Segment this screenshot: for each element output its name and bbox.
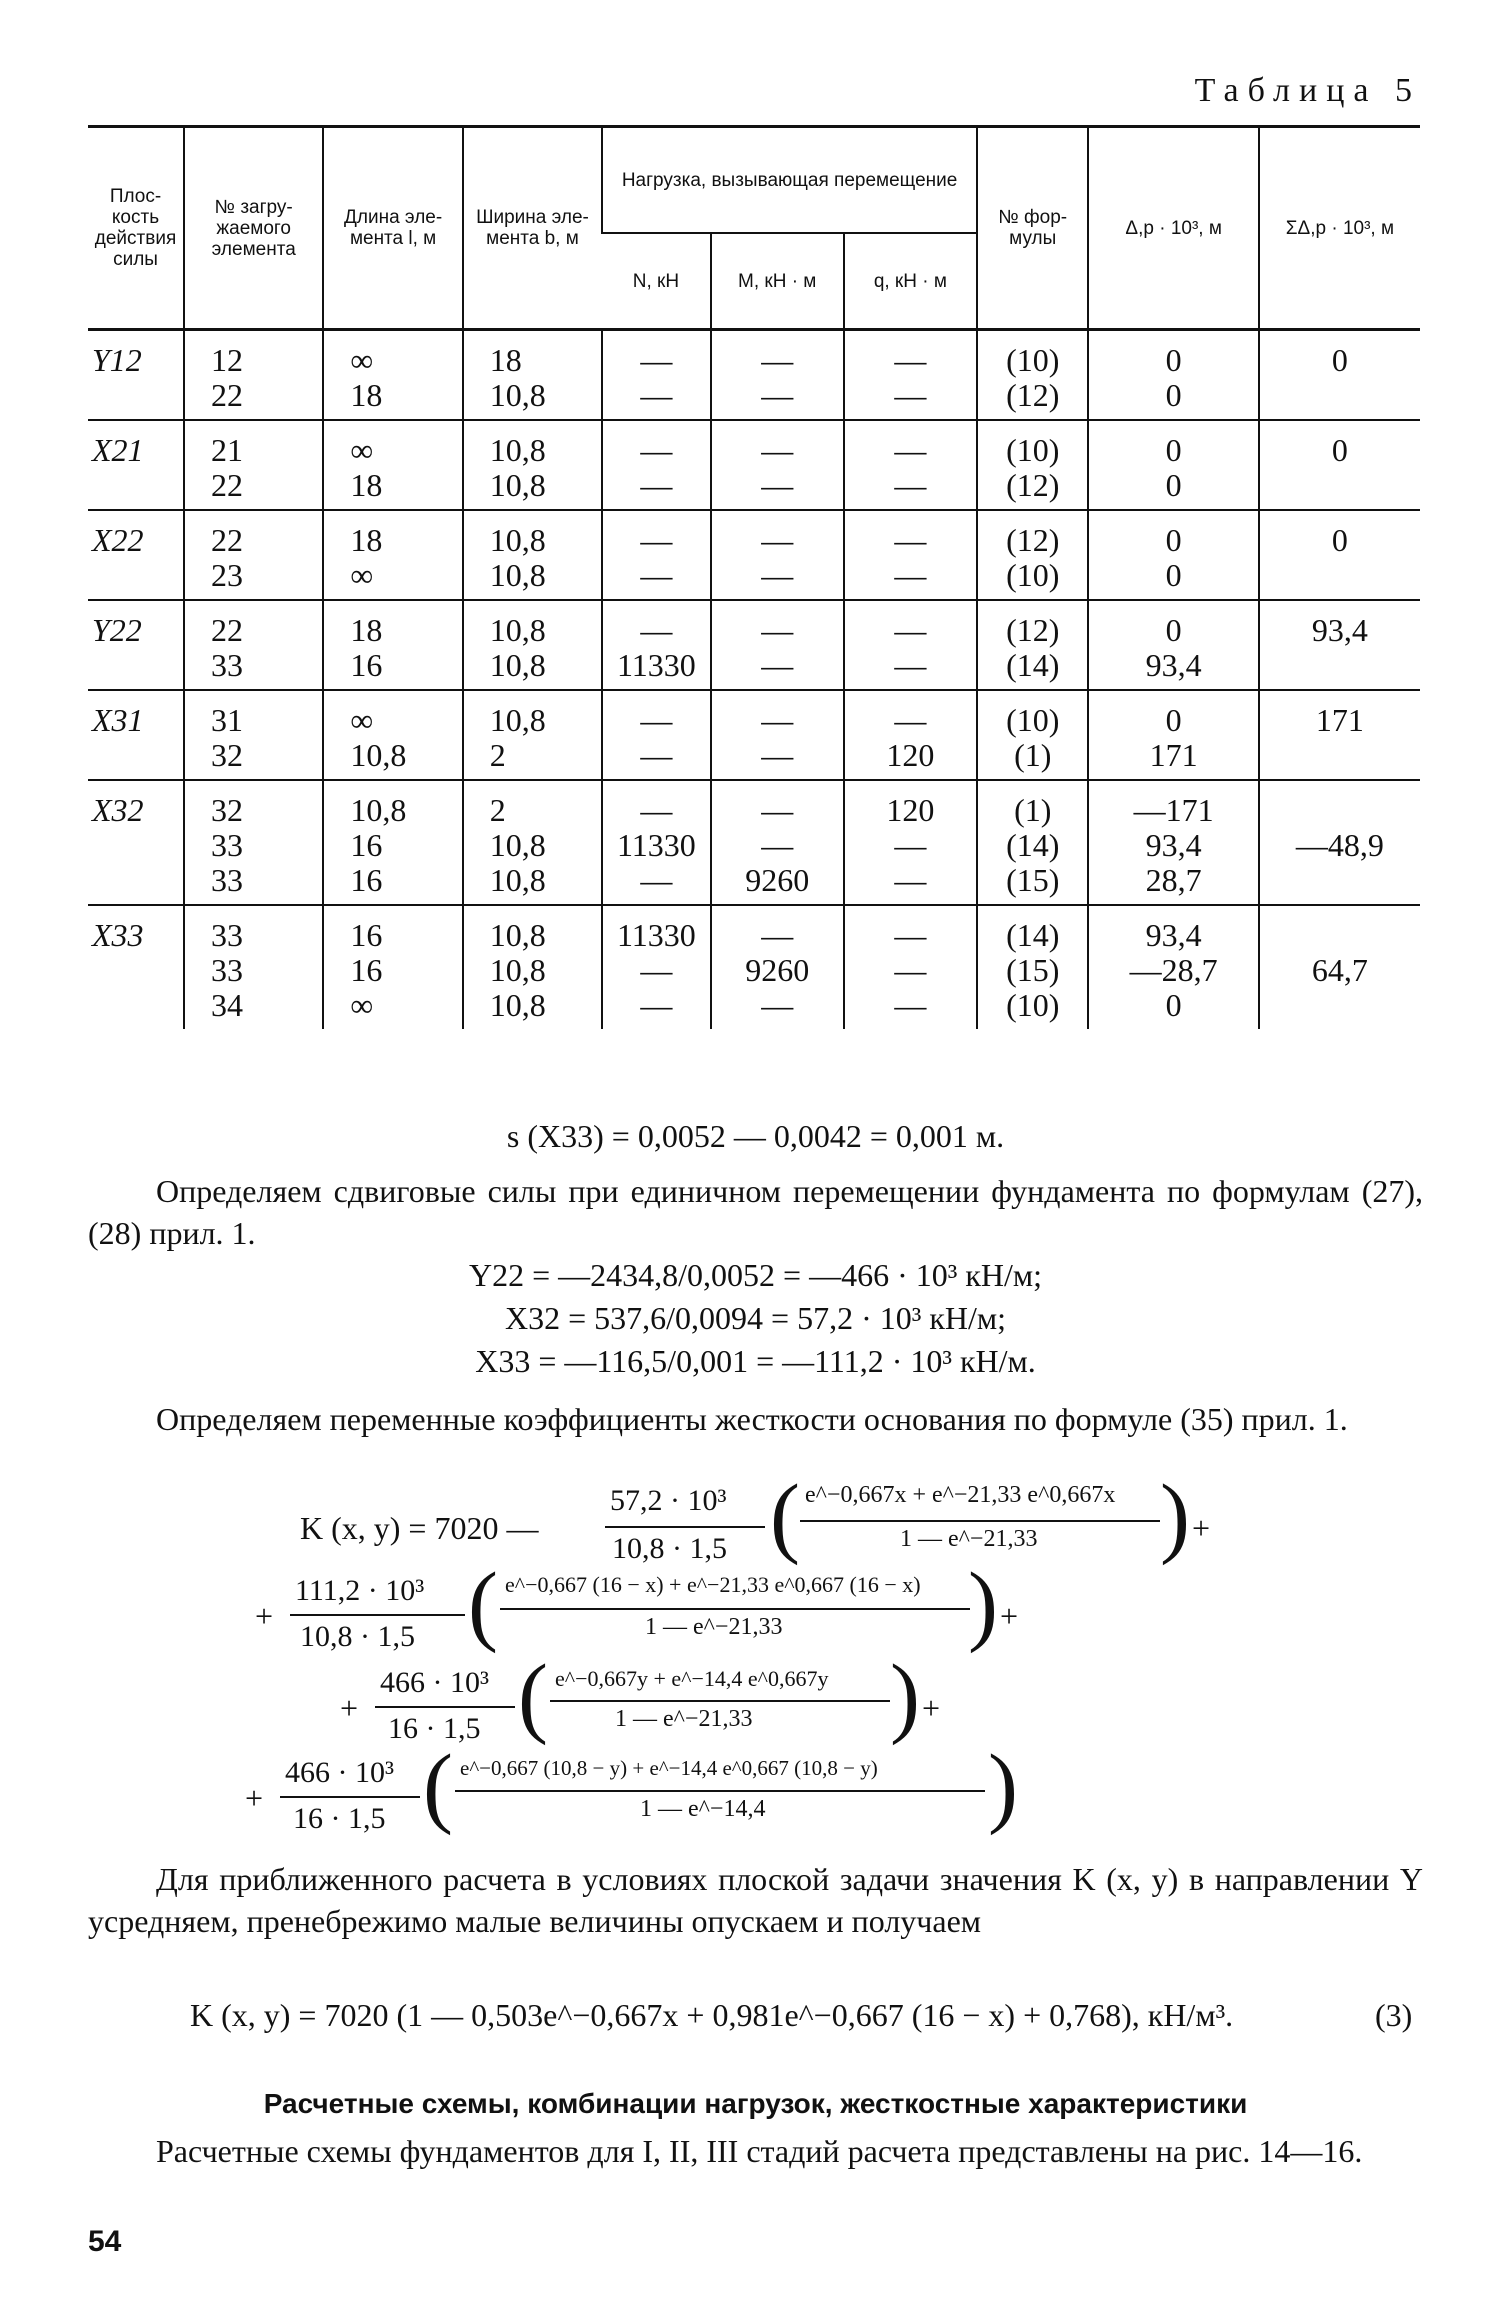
load-q-cell [844,600,977,690]
load-q-cell [844,690,977,780]
element-cell [184,905,323,1029]
load-n-cell-line: — [640,987,673,1023]
formula-cell-line: (12) [1006,377,1060,413]
element-cell [184,510,323,600]
page-number: 54 [88,2225,122,2258]
element-cell-line: 23 [211,557,244,593]
load-q-cell-line: — [894,647,927,683]
length-cell-line: 16 [350,917,383,953]
table-row [88,510,1420,600]
length-cell [323,690,462,780]
sum-cell: 93,4 [1259,600,1420,690]
formula-cell-line: (12) [1006,467,1060,503]
plus-sign: + [255,1598,274,1634]
formula-cell-line: (1) [1014,737,1052,773]
load-m-cell [711,420,844,510]
load-n-cell-line: — [640,432,673,468]
element-cell-line: 22 [211,522,244,558]
element-cell-line: 21 [211,432,244,468]
load-q-cell-line: — [894,432,927,468]
element-cell-line: 33 [211,827,244,863]
width-cell-line: 10,8 [489,952,546,988]
formula-cell-line: (14) [1006,917,1060,953]
load-m-cell-line: — [761,467,794,503]
element-cell-line: 22 [211,612,244,648]
length-cell-line: 16 [350,647,383,683]
formula-cell-line: (12) [1006,522,1060,558]
load-m-cell-line: — [761,702,794,738]
load-q-cell-line: — [894,522,927,558]
delta-cell-line: 171 [1149,737,1198,773]
load-q-cell [844,330,977,421]
table-row [88,690,1420,780]
load-n-cell [602,905,710,1029]
width-cell-line: 10,8 [489,827,546,863]
formula-cell-line: (14) [1006,647,1060,683]
element-cell [184,690,323,780]
length-cell [323,905,462,1029]
paragraph-schemes [88,2130,1423,2172]
plus-sign: + [922,1690,941,1726]
width-cell-line: 10,8 [489,647,546,683]
length-cell-line: 10,8 [350,737,407,773]
header-plane: Плос-кость действия силы [88,127,184,330]
sum-cell: 0 [1259,330,1420,421]
delta-cell [1088,330,1258,421]
length-cell-line: ∞ [350,702,374,738]
plane-cell: X22 [92,522,144,558]
length-cell-line: 18 [350,377,383,413]
header-delta: Δ,p · 10³, м [1088,127,1258,330]
load-m-cell-line: — [761,917,794,953]
load-n-cell [602,780,710,905]
delta-cell-line: 93,4 [1145,827,1202,863]
length-cell-line: 18 [350,467,383,503]
load-m-cell [711,905,844,1029]
delta-cell [1088,600,1258,690]
width-cell-line: 10,8 [489,987,546,1023]
paragraph-shear-forces [88,1170,1423,1254]
equation-x33: X33 = —116,5/0,001 = —111,2 · 10³ кН/м. [475,1343,1036,1379]
delta-cell-line: —28,7 [1129,952,1218,988]
term3-exp-numerator: e^−0,667y + e^−14,4 e^0,667y [555,1666,829,1691]
element-cell-line: 22 [211,377,244,413]
length-cell-line: ∞ [350,987,374,1023]
table-row [88,330,1420,421]
delta-cell-line: 0 [1165,432,1182,468]
load-m-cell [711,780,844,905]
load-n-cell-line: — [640,792,673,828]
load-n-cell [602,330,710,421]
formula-cell-line: (10) [1006,702,1060,738]
load-m-cell-line: — [761,612,794,648]
load-q-cell-line: — [894,917,927,953]
width-cell-line: 10,8 [489,612,546,648]
element-cell-line: 32 [211,792,244,828]
sum-cell: 64,7 [1259,905,1420,1029]
load-q-cell-line: — [894,557,927,593]
formula-cell [977,510,1089,600]
header-formula: № фор-мулы [977,127,1089,330]
length-cell-line: 16 [350,952,383,988]
load-n-cell-line: — [640,862,673,898]
load-n-cell-line: 11330 [616,827,696,863]
width-cell-line: 10,8 [489,862,546,898]
formula-cell-line: (15) [1006,862,1060,898]
delta-cell [1088,510,1258,600]
term4-numerator: 466 · 10³ [285,1756,394,1789]
width-cell-line: 10,8 [489,917,546,953]
load-q-cell [844,780,977,905]
width-cell [463,330,602,421]
sum-cell: 171 [1259,690,1420,780]
term4-denominator: 16 · 1,5 [293,1802,386,1835]
formula-cell [977,600,1089,690]
load-n-cell-line: — [640,557,673,593]
length-cell [323,330,462,421]
sum-cell: 0 [1259,420,1420,510]
delta-cell-line: 0 [1165,557,1182,593]
header-width: Ширина эле-мента b, м [463,127,602,330]
delta-cell [1088,905,1258,1029]
length-cell-line: 18 [350,612,383,648]
load-m-cell-line: — [761,432,794,468]
term1-exp-denominator: 1 — e^−21,33 [900,1526,1038,1552]
header-load-n: N, кН [602,233,710,330]
load-m-cell-line: — [761,987,794,1023]
plane-cell: X32 [92,792,144,828]
plane-cell: Y12 [92,342,142,378]
load-n-cell-line: — [640,467,673,503]
delta-cell [1088,780,1258,905]
delta-cell-line: 0 [1165,522,1182,558]
width-cell-line: 18 [489,342,522,378]
load-q-cell-line: 120 [886,737,935,773]
plus-sign: + [245,1780,264,1816]
table-row [88,420,1420,510]
term2-exp-denominator: 1 — e^−21,33 [645,1614,783,1640]
length-cell [323,780,462,905]
formula-cell-line: (10) [1006,432,1060,468]
width-cell [463,905,602,1029]
element-cell [184,420,323,510]
term1-exp-numerator: e^−0,667x + e^−21,33 e^0,667x [805,1482,1116,1508]
formula-cell [977,780,1089,905]
formula-cell-line: (14) [1006,827,1060,863]
formula-cell [977,420,1089,510]
delta-cell-line: 0 [1165,342,1182,378]
length-cell-line: 16 [350,827,383,863]
width-cell [463,510,602,600]
table-row [88,905,1420,1029]
load-m-cell-line: — [761,737,794,773]
formula-cell [977,690,1089,780]
width-cell-line: 10,8 [489,557,546,593]
delta-cell-line: 28,7 [1145,862,1202,898]
paragraph-approximate [88,1858,1423,1942]
term1-numerator: 57,2 · 10³ [610,1484,727,1517]
load-m-cell-line: — [761,377,794,413]
term2-exp-numerator: e^−0,667 (16 − x) + e^−21,33 e^0,667 (16 − x) [505,1572,921,1597]
sum-cell: 0 [1259,510,1420,600]
formula-cell-line: (10) [1006,557,1060,593]
width-cell [463,600,602,690]
element-cell-line: 33 [211,647,244,683]
section-heading: Расчетные схемы, комбинации нагрузок, жесткостные характеристики [263,2088,1248,2119]
width-cell-line: 2 [489,737,506,773]
load-q-cell [844,420,977,510]
load-m-cell [711,600,844,690]
formula-cell-line: (10) [1006,342,1060,378]
header-length: Длина эле-мента l, м [323,127,462,330]
width-cell-line: 10,8 [489,522,546,558]
table-row [88,780,1420,905]
element-cell-line: 22 [211,467,244,503]
load-m-cell-line: — [761,342,794,378]
load-n-cell-line: 11330 [616,647,696,683]
load-n-cell-line: — [640,737,673,773]
term4-exp-denominator: 1 — e^−14,4 [640,1796,766,1822]
header-element-no: № загру-жаемого элемента [184,127,323,330]
plane-cell: X33 [92,917,144,953]
formula-cell [977,905,1089,1029]
load-q-cell [844,905,977,1029]
length-cell-line: ∞ [350,342,374,378]
paragraph-shear-forces-text: Определяем сдвиговые силы при единичном перемещении фундамента по формулам (27), (28) прил. 1. [88,1173,1423,1251]
element-cell-line: 31 [211,702,244,738]
load-n-cell [602,420,710,510]
width-cell [463,780,602,905]
length-cell-line: 10,8 [350,792,407,828]
delta-cell-line: —171 [1133,792,1214,828]
load-n-cell-line: — [640,612,673,648]
table-body [88,330,1420,1030]
plus-sign: + [1000,1598,1019,1634]
delta-cell-line: 0 [1165,702,1182,738]
width-cell-line: 10,8 [489,702,546,738]
width-cell [463,420,602,510]
equation-x32: X32 = 537,6/0,0094 = 57,2 · 10³ кН/м; [504,1300,1007,1336]
length-cell [323,420,462,510]
load-q-cell-line: — [894,952,927,988]
load-q-cell-line: — [894,467,927,503]
element-cell-line: 33 [211,917,244,953]
term4-exp-numerator: e^−0,667 (10,8 − y) + e^−14,4 e^0,667 (10,8 − y) [460,1756,878,1780]
load-m-cell-line: 9260 [745,862,810,898]
load-q-cell-line: — [894,702,927,738]
width-cell-line: 10,8 [489,432,546,468]
s-equation: s (X33) = 0,0052 — 0,0042 = 0,001 м. [506,1118,1005,1154]
plane-cell: X31 [92,702,144,738]
paragraph-stiffness [88,1398,1423,1440]
load-n-cell-line: — [640,377,673,413]
term2-denominator: 10,8 · 1,5 [300,1620,415,1653]
load-q-cell-line: — [894,342,927,378]
load-n-cell [602,510,710,600]
element-cell-line: 32 [211,737,244,773]
load-q-cell [844,510,977,600]
formula-cell-line: (15) [1006,952,1060,988]
header-load-q: q, кН · м [844,233,977,330]
element-cell [184,330,323,421]
width-cell [463,690,602,780]
paragraph-stiffness-text: Определяем переменные коэффициенты жесткости основания по формуле (35) прил. 1. [156,1401,1348,1437]
load-m-cell-line: — [761,522,794,558]
formula-cell [977,330,1089,421]
table-row [88,600,1420,690]
delta-cell-line: 0 [1165,987,1182,1023]
data-table [88,125,1420,1029]
sum-cell: —48,9 [1259,780,1420,905]
plus-sign: + [340,1690,359,1726]
delta-cell [1088,420,1258,510]
load-q-cell-line: — [894,612,927,648]
length-cell-line: ∞ [350,432,374,468]
length-cell-line: ∞ [350,557,374,593]
formula-cell-line: (10) [1006,987,1060,1023]
formula-cell-line: (12) [1006,612,1060,648]
load-m-cell [711,330,844,421]
formula-cell-line: (1) [1014,792,1052,828]
length-cell-line: 16 [350,862,383,898]
load-n-cell-line: — [640,702,673,738]
length-cell-line: 18 [350,522,383,558]
term3-exp-denominator: 1 — e^−21,33 [615,1706,753,1732]
stiffness-formula: K (x, y) = 7020 — 57,2 · 10³ 10,8 · 1,5 ( e^−0,667x + e^−21,33 e^0,667x 1 — e^−21,33 ) + + 111,2 · 10³ 10,8 · 1,5 ( e^−0,667 (16 − x) + e^−21,33 e^0,667 (16 − x) 1 — e^−21,33 ) + + 466 · 10³ 16 · 1,5 ( e^−0,667y + e^−14,4 e^0,667y 1 — e^−21,33 ) + + 466 · 10³ 16 · 1,5 ( e^−0,667 (10,8 − y) + e^−14,4 e^0,667 (10,8 − y) 1 — e^−14,4 ) [245,1467,1211,1836]
load-n-cell-line: 11330 [616,917,696,953]
delta-cell-line: 0 [1165,612,1182,648]
load-q-cell-line: — [894,862,927,898]
delta-cell-line: 93,4 [1145,917,1202,953]
element-cell-line: 33 [211,862,244,898]
header-load-m: M, кН · м [711,233,844,330]
term3-numerator: 466 · 10³ [380,1666,489,1699]
header-sum-delta: ΣΔ,p · 10³, м [1259,127,1420,330]
load-m-cell-line: — [761,647,794,683]
delta-cell-line: 93,4 [1145,647,1202,683]
paragraph-schemes-text: Расчетные схемы фундаментов для I, II, III стадий расчета представлены на рис. 14—16. [156,2133,1363,2169]
element-cell-line: 33 [211,952,244,988]
element-cell-line: 12 [211,342,244,378]
delta-cell-line: 0 [1165,377,1182,413]
load-q-cell-line: — [894,987,927,1023]
load-n-cell-line: — [640,342,673,378]
header-load-group: Нагрузка, вызывающая перемещение [602,127,977,234]
delta-cell-line: 0 [1165,467,1182,503]
load-q-cell-line: 120 [886,792,935,828]
load-m-cell [711,690,844,780]
load-m-cell-line: — [761,792,794,828]
plane-cell: Y22 [92,612,142,648]
load-m-cell-line: — [761,827,794,863]
plus-sign: + [1192,1510,1211,1546]
table-caption: Таблица 5 [1194,72,1421,109]
equation-3-number: (3) [1375,1997,1413,2033]
load-m-cell [711,510,844,600]
load-q-cell-line: — [894,377,927,413]
term1-denominator: 10,8 · 1,5 [612,1532,727,1565]
plane-cell: X21 [92,432,144,468]
width-cell-line: 10,8 [489,377,546,413]
length-cell [323,510,462,600]
load-m-cell-line: — [761,557,794,593]
load-q-cell-line: — [894,827,927,863]
load-n-cell [602,690,710,780]
term3-denominator: 16 · 1,5 [388,1712,481,1745]
load-n-cell [602,600,710,690]
length-cell [323,600,462,690]
width-cell-line: 2 [489,792,506,828]
element-cell [184,600,323,690]
load-n-cell-line: — [640,522,673,558]
delta-cell [1088,690,1258,780]
equation-3: K (x, y) = 7020 (1 — 0,503e^−0,667x + 0,981e^−0,667 (16 − x) + 0,768), кН/м³. [190,1997,1234,2033]
equation-y22: Y22 = —2434,8/0,0052 = —466 · 10³ кН/м; [468,1257,1043,1293]
element-cell-line: 34 [211,987,244,1023]
element-cell [184,780,323,905]
term2-numerator: 111,2 · 10³ [295,1574,425,1607]
width-cell-line: 10,8 [489,467,546,503]
load-n-cell-line: — [640,952,673,988]
formula-lhs: K (x, y) = 7020 — [300,1510,539,1546]
load-m-cell-line: 9260 [745,952,810,988]
paragraph-approximate-text: Для приближенного расчета в условиях плоской задачи значения K (x, y) в направлении Y усредняем, пренебрежимо малые величины опускаем и получаем [88,1861,1423,1939]
